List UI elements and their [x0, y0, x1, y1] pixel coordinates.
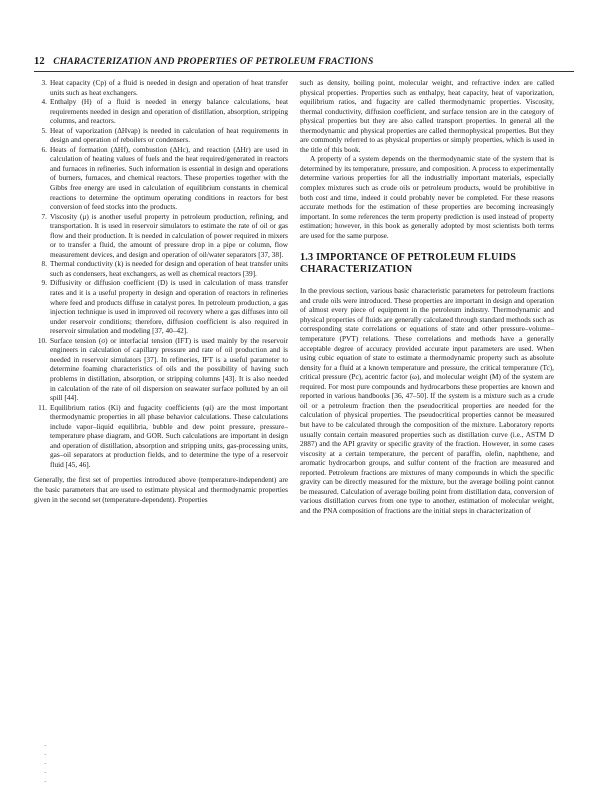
paragraph-properties-definitions: such as density, boiling point, molecular weight, and refractive index are called physical properties. Properties such as enthalpy, heat capacity, heat of vaporization, equilibrium ratios, and fugacity are called thermodynamic properties. Viscosity, thermal conductivity, diffusion coefficient, and surface tension are in the category of physical properties but they are also called transport properties. In general all the thermodynamic and physical properties are called thermophysical properties. But they are commonly referred to as physical properties or simply properties, which is used in the title of this book.: [300, 78, 554, 154]
page-number: 12: [34, 56, 45, 67]
margin-marks: · · · · ·: [44, 742, 47, 786]
list-item: 6. Heats of formation (ΔHf), combustion (ΔHc), and reaction (ΔHr) are used in calculation of heating values of fuels and the heat required/generated in reactors and furnaces in refineries. Such information is essential in design and operations of burners, furnaces, and chemical reactors. These properties together with the Gibbs free energy are used in calculation of equilibrium constants in chemical reactions to determine the optimum operating conditions in reactors for best conversion of feed stocks into the products.: [41, 144, 288, 212]
list-item: 11. Equilibrium ratios (Ki) and fugacity coefficients (φi) are the most important thermodynamic properties in all phase behavior calculations. These calculations include vapor–liquid equilibria, bubble and dew point pressure, pressure–temperature phase diagram, and GOR. Such calculations are important in design and operation of distillation, absorption and stripping units, gas-processing units, gas–oil separators at production fields, and to determine the type of a reservoir fluid [45, 46].: [38, 402, 288, 469]
list-item: 8. Thermal conductivity (k) is needed for design and operation of heat transfer units such as condensers, heat exchangers, as well as chemical reactors [39].: [41, 259, 288, 278]
running-title: CHARACTERIZATION AND PROPERTIES OF PETROLEUM FRACTIONS: [53, 56, 374, 67]
running-header: [34, 56, 574, 67]
list-item: 10. Surface tension (σ) or interfacial tension (IFT) is used mainly by the reservoir engineers in calculation of capillary pressure and rate of oil production and is needed in reservoir simulators [37]. In refineries, IFT is a useful parameter to determine foaming characteristics of oils and the possibility of having such problems in distillation, absorption, or stripping columns [43]. It is also needed in calculation of the rate of oil dispersion on seawater surface polluted by an oil spill [44].: [37, 335, 288, 403]
right-column: [300, 78, 554, 515]
list-item: 5. Heat of vaporization (ΔHvap) is needed in calculation of heat requirements in design and operation of reboilers or condensers.: [41, 125, 288, 145]
paragraph-property-estimation: A property of a system depends on the thermodynamic state of the system that is determined by its temperature, pressure, and composition. A process to experimentally determine various properties for all the industrially important materials, especially complex mixtures such as crude oils or petroleum products, would be prohibitive in both cost and time, indeed it could probably never be completed. For these reasons accurate methods for the estimation of these properties are becoming increasingly important. In some references the term property prediction is used instead of property estimation; however, in this book as generally adopted by most scientists both terms are used for the same purpose.: [300, 154, 554, 240]
list-item: 3. Heat capacity (Cp) of a fluid is needed in design and operation of heat transfer units such as heat exchangers.: [41, 78, 288, 97]
list-item: 7. Viscosity (μ) is another useful property in petroleum production, refining, and transportation. It is used in reservoir simulators to estimate the rate of oil or gas flow and their production. It is needed in calculation of power required in mixers or to transfer a fluid, the amount of pressure drop in a pipe or column, flow measurement devices, and design and operation of oil/water separators [37, 38].: [41, 211, 288, 259]
list-item: 4. Enthalpy (H) of a fluid is needed in energy balance calculations, heat requirements needed in design and operation of distillation, absorption, stripping columns, and reactors.: [41, 97, 288, 126]
header-rule: [34, 71, 574, 72]
list-item: 9. Diffusivity or diffusion coefficient (D) is used in calculation of mass transfer rates and it is a useful property in design and operation of reactors in refineries where feed and products diffuse in catalyst pores. In petroleum production, a gas injection technique is used in improved oil recovery where a gas diffuses into oil under reservoir conditions; therefore, diffusion coefficient is also required in reservoir simulation and modeling [37, 40–42].: [41, 278, 288, 336]
left-column: [34, 78, 288, 504]
closing-paragraph: Generally, the first set of properties introduced above (temperature-independent) are the basic parameters that are used to estimate physical and thermodynamic properties given in the second set (temperature-dependent). Properties: [34, 475, 288, 504]
paragraph-characterization: In the previous section, various basic characteristic parameters for petroleum fractions and crude oils were introduced. These properties are important in design and operation of almost every piece of equipment in the petroleum industry. Thermodynamic and physical properties of fluids are generally calculated through standard methods such as corresponding state correlations or equations of state and other pressure–volume–temperature (PVT) relations. These correlations and methods have a generally acceptable degree of accuracy provided accurate input parameters are used. When using cubic equation of state to estimate a thermodynamic property such as absolute density for a fluid at a known temperature and pressure, the critical temperature (Tc), critical pressure (Pc), acentric factor (ω), and molecular weight (M) of the system are required. For most pure compounds and hydrocarbons these properties are known and reported in various handbooks [36, 47–50]. If the system is a mixture such as a crude oil or a petroleum fraction then the pseudocritical properties are needed for the calculation of physical properties. The pseudocritical properties cannot be measured but have to be calculated through the composition of the mixture. Laboratory reports usually contain certain measured properties such as distillation curve (i.e., ASTM D 2887) and the API gravity or specific gravity of the fraction. However, in some cases viscosity at a certain temperature, the percent of paraffin, olefin, naphthene, and aromatic hydrocarbon groups, and sulfur content of the fraction are measured and reported. Petroleum fractions are mixtures of many compounds in which the specific gravity can be directly measured for the mixture, but the average boiling point cannot be measured. Calculation of average boiling point from distillation data, conversion of various distillation curves from one type to another, estimation of molecular weight, and the PNA composition of fractions are the initial steps in characterization of: [300, 286, 554, 515]
section-heading: 1.3 IMPORTANCE OF PETROLEUM FLUIDS CHARACTERIZATION: [300, 252, 517, 276]
property-list: [34, 78, 288, 469]
